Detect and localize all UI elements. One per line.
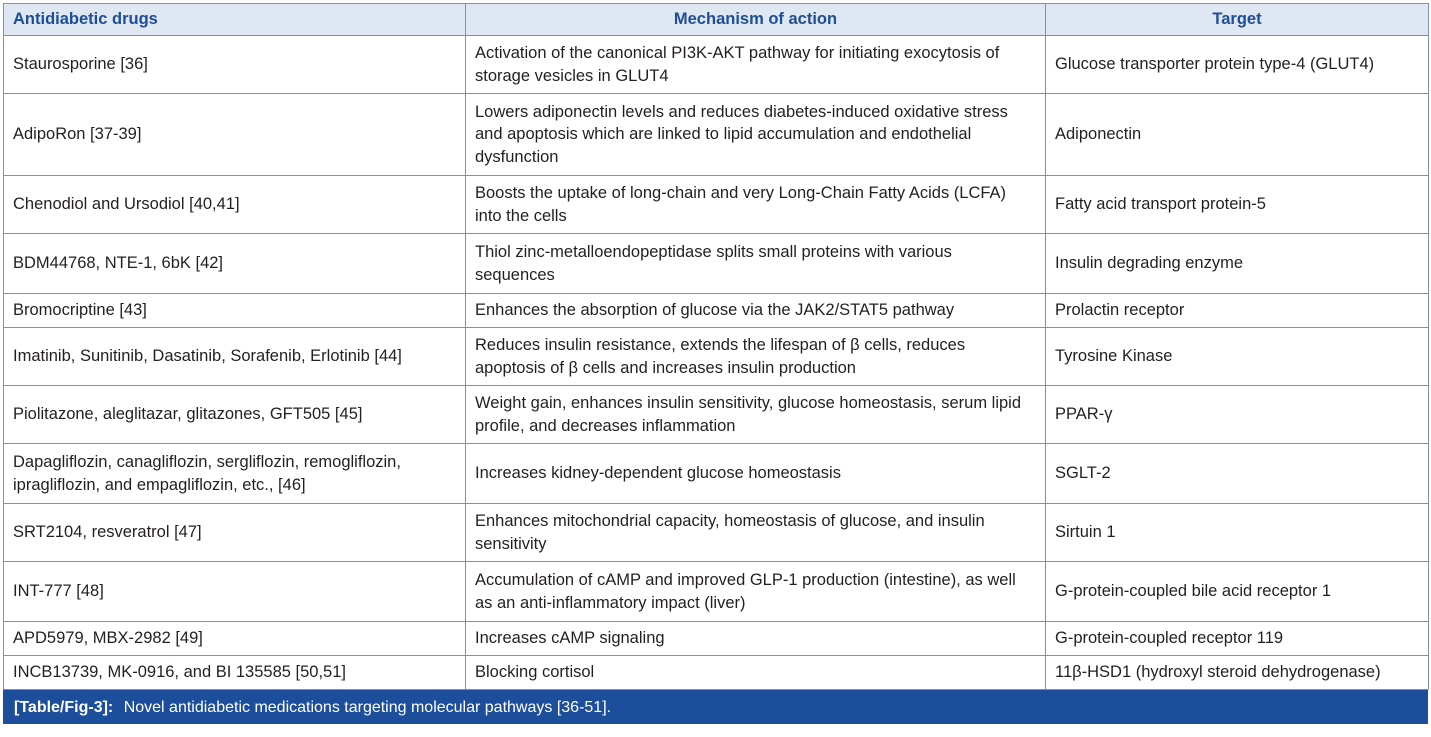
target-cell: SGLT-2 bbox=[1046, 444, 1429, 504]
drug-cell: INT-777 [48] bbox=[4, 562, 466, 622]
mechanism-cell: Increases cAMP signaling bbox=[466, 622, 1046, 656]
table-row bbox=[4, 562, 1429, 622]
header-row bbox=[4, 4, 1429, 36]
table-row bbox=[4, 176, 1429, 234]
drug-cell: APD5979, MBX-2982 [49] bbox=[4, 622, 466, 656]
mechanism-cell: Lowers adiponectin levels and reduces diabetes-induced oxidative stress and apoptosis which are linked to lipid accumulation and endothelial dysfunction bbox=[466, 94, 1046, 176]
drug-cell: Dapagliflozin, canagliflozin, sergliflozin, remogliflozin, ipragliflozin, and empagliflozin, etc., [46] bbox=[4, 444, 466, 504]
target-cell: 11β-HSD1 (hydroxyl steroid dehydrogenase) bbox=[1046, 656, 1429, 690]
header-target: Target bbox=[1046, 4, 1429, 36]
target-cell: G-protein-coupled receptor 119 bbox=[1046, 622, 1429, 656]
table-row bbox=[4, 622, 1429, 656]
mechanism-cell: Thiol zinc-metalloendopeptidase splits small proteins with various sequences bbox=[466, 234, 1046, 294]
table-row bbox=[4, 656, 1429, 690]
drug-cell: Piolitazone, aleglitazar, glitazones, GFT505 [45] bbox=[4, 386, 466, 444]
mechanism-cell: Activation of the canonical PI3K-AKT pathway for initiating exocytosis of storage vesicles in GLUT4 bbox=[466, 36, 1046, 94]
drug-cell: Staurosporine [36] bbox=[4, 36, 466, 94]
table-row bbox=[4, 294, 1429, 328]
target-cell: Prolactin receptor bbox=[1046, 294, 1429, 328]
table-row bbox=[4, 444, 1429, 504]
header-antidiabetic-drugs: Antidiabetic drugs bbox=[4, 4, 466, 36]
table-row bbox=[4, 386, 1429, 444]
mechanism-cell: Accumulation of cAMP and improved GLP-1 production (intestine), as well as an anti-inflammatory impact (liver) bbox=[466, 562, 1046, 622]
table-row bbox=[4, 36, 1429, 94]
target-cell: Glucose transporter protein type-4 (GLUT4) bbox=[1046, 36, 1429, 94]
mechanism-cell: Blocking cortisol bbox=[466, 656, 1046, 690]
target-cell: Tyrosine Kinase bbox=[1046, 328, 1429, 386]
table-row bbox=[4, 234, 1429, 294]
target-cell: Sirtuin 1 bbox=[1046, 504, 1429, 562]
header-mechanism: Mechanism of action bbox=[466, 4, 1046, 36]
target-cell: Insulin degrading enzyme bbox=[1046, 234, 1429, 294]
table-figure bbox=[3, 3, 1428, 724]
target-cell: Adiponectin bbox=[1046, 94, 1429, 176]
caption-label: [Table/Fig-3]: bbox=[14, 699, 114, 716]
table-row bbox=[4, 504, 1429, 562]
drug-cell: INCB13739, MK-0916, and BI 135585 [50,51] bbox=[4, 656, 466, 690]
caption-text: Novel antidiabetic medications targeting molecular pathways [36-51]. bbox=[123, 699, 612, 716]
drug-table bbox=[3, 3, 1429, 690]
drug-cell: Imatinib, Sunitinib, Dasatinib, Sorafenib, Erlotinib [44] bbox=[4, 328, 466, 386]
figure-caption bbox=[3, 690, 1428, 724]
mechanism-cell: Weight gain, enhances insulin sensitivity, glucose homeostasis, serum lipid profile, and decreases inflammation bbox=[466, 386, 1046, 444]
drug-cell: Bromocriptine [43] bbox=[4, 294, 466, 328]
target-cell: PPAR-γ bbox=[1046, 386, 1429, 444]
mechanism-cell: Enhances the absorption of glucose via the JAK2/STAT5 pathway bbox=[466, 294, 1046, 328]
drug-cell: SRT2104, resveratrol [47] bbox=[4, 504, 466, 562]
drug-cell: AdipoRon [37-39] bbox=[4, 94, 466, 176]
table-row bbox=[4, 94, 1429, 176]
table-row bbox=[4, 328, 1429, 386]
mechanism-cell: Boosts the uptake of long-chain and very Long-Chain Fatty Acids (LCFA) into the cells bbox=[466, 176, 1046, 234]
target-cell: G-protein-coupled bile acid receptor 1 bbox=[1046, 562, 1429, 622]
mechanism-cell: Enhances mitochondrial capacity, homeostasis of glucose, and insulin sensitivity bbox=[466, 504, 1046, 562]
drug-cell: Chenodiol and Ursodiol [40,41] bbox=[4, 176, 466, 234]
mechanism-cell: Increases kidney-dependent glucose homeostasis bbox=[466, 444, 1046, 504]
drug-cell: BDM44768, NTE-1, 6bK [42] bbox=[4, 234, 466, 294]
mechanism-cell: Reduces insulin resistance, extends the lifespan of β cells, reduces apoptosis of β cells and increases insulin production bbox=[466, 328, 1046, 386]
target-cell: Fatty acid transport protein-5 bbox=[1046, 176, 1429, 234]
